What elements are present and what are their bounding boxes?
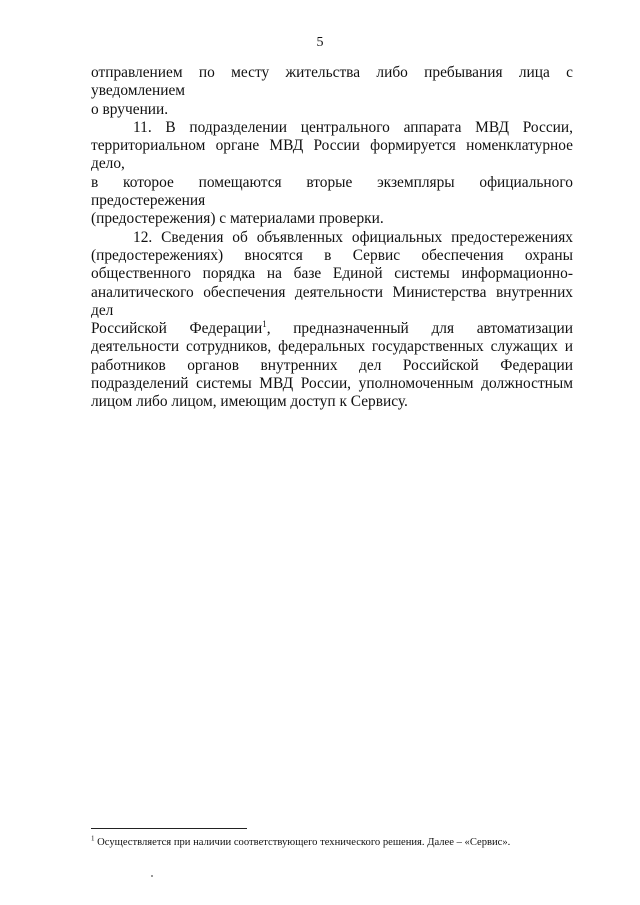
text-line: 11. В подразделении центрального аппарата МВД России,: [133, 118, 573, 136]
text-line: работников органов внутренних дел Российской Федерации: [91, 356, 573, 374]
text-line: в которое помещаются вторые экземпляры официального предостережения: [91, 173, 573, 210]
text-line: (предостережениях) вносятся в Сервис обеспечения охраны: [91, 246, 573, 264]
text-line: деятельности сотрудников, федеральных государственных служащих и: [91, 338, 573, 356]
document-body: [91, 64, 573, 412]
footnote-text: Осуществляется при наличии соответствующего технического решения. Далее – «Сервис».: [94, 837, 511, 848]
text-line: 12. Сведения об объявленных официальных предостережениях: [133, 228, 573, 246]
footnote-reference: 1: [262, 319, 267, 330]
footnote-separator: [91, 828, 247, 829]
text-line-with-footnote: [91, 320, 573, 338]
paragraph-11: [91, 119, 573, 229]
text-line: аналитического обеспечения деятельности Министерства внутренних дел: [91, 283, 573, 319]
text-fragment: , предназначенный для автоматизации: [266, 320, 573, 338]
paragraph-12: [91, 229, 573, 412]
text-line: о вручении.: [91, 100, 169, 118]
scan-speck: [151, 875, 153, 877]
text-fragment: Российской Федерации: [91, 320, 263, 338]
page-number: 5: [316, 35, 324, 50]
text-line: территориальном органе МВД России формируется номенклатурное дело,: [91, 137, 573, 173]
text-line: (предостережения) с материалами проверки.: [91, 210, 384, 228]
text-line: подразделений системы МВД России, уполномоченным должностным: [91, 375, 573, 393]
footnote: [91, 836, 573, 849]
footnote-marker: 1: [91, 834, 95, 843]
paragraph-1: [91, 64, 573, 119]
text-line: лицом либо лицом, имеющим доступ к Сервису.: [91, 393, 408, 411]
text-line: отправлением по месту жительства либо пребывания лица с уведомлением: [91, 64, 573, 100]
text-line: общественного порядка на базе Единой системы информационно-: [91, 265, 573, 283]
